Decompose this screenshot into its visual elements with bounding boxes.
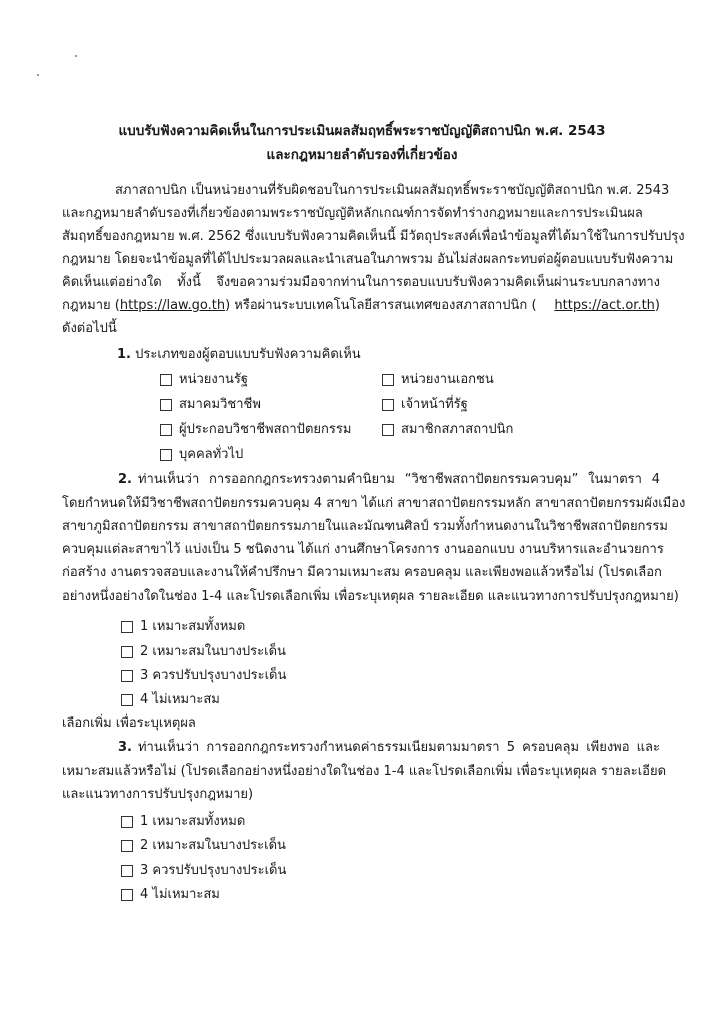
checkbox[interactable] — [160, 399, 172, 411]
intro-line: และกฎหมายลำดับรองที่เกี่ยวข้องตามพระราชบัญญัติหลักเกณฑ์การจัดทำร่างกฎหมายและการประเมินผล — [62, 206, 643, 221]
question-2-line1 — [118, 471, 660, 489]
option-label: บุคคลทั่วไป — [179, 447, 244, 462]
option-label: 3 ควรปรับปรุงบางประเด็น — [140, 863, 287, 878]
q2-more-reason: เลือกเพิ่ม เพื่อระบุเหตุผล — [62, 716, 196, 731]
question-number: 2. — [118, 472, 132, 487]
q3-option[interactable] — [121, 886, 220, 904]
checkbox[interactable] — [121, 816, 133, 828]
option-label: 4 ไม่เหมาะสม — [140, 692, 220, 707]
question-2-line: ก่อสร้าง งานตรวจสอบและงานให้คำปรึกษา มีความเหมาะสม ครอบคลุม และเพียงพอแล้วหรือไม่ (โปรดเลือก — [62, 565, 662, 580]
checkbox[interactable] — [121, 865, 133, 877]
option-label: หน่วยงานรัฐ — [179, 372, 249, 387]
option-label: สมาคมวิชาชีพ — [179, 397, 261, 412]
act-or-th-link[interactable]: https://act.or.th — [554, 298, 655, 313]
question-3-line: และแนวทางการปรับปรุงกฎหมาย) — [62, 787, 254, 802]
checkbox[interactable] — [160, 424, 172, 436]
checkbox[interactable] — [121, 840, 133, 852]
q2-option[interactable] — [121, 643, 286, 661]
question-2-line: โดยกำหนดให้มีวิชาชีพสถาปัตยกรรมควบคุม 4 สาขา ได้แก่ สาขาสถาปัตยกรรมหลัก สาขาสถาปัตยกรรมผังเมือง — [62, 496, 686, 511]
checkbox[interactable] — [382, 399, 394, 411]
question-text: ประเภทของผู้ตอบแบบรับฟังความคิดเห็น — [135, 347, 361, 362]
intro-line: กฎหมาย โดยจะนำข้อมูลที่ได้ไปประมวลผลและนำเสนอในภาพรวม อันไม่ส่งผลกระทบต่อผู้ตอบแบบรับฟังความ — [62, 252, 674, 267]
option-label: 1 เหมาะสมทั้งหมด — [140, 619, 246, 634]
question-2-line: สาขาภูมิสถาปัตยกรรม สาขาสถาปัตยกรรมภายในและมัณฑนศิลป์ รวมทั้งกำหนดงานในวิชาชีพสถาปัตยกรรม — [62, 519, 668, 534]
document-title-line1: แบบรับฟังความคิดเห็นในการประเมินผลสัมฤทธิ์พระราชบัญญัติสถาปนิก พ.ศ. 2543 — [118, 123, 606, 139]
q1-option[interactable] — [382, 421, 513, 439]
intro-line: สัมฤทธิ์ของกฎหมาย พ.ศ. 2562 ซึ่งแบบรับฟังความคิดเห็นนี้ มีวัตถุประสงค์เพื่อนำข้อมูลที่ได้มาใช้ในการปรับปรุง — [62, 229, 685, 244]
question-2-line: ควบคุมแต่ละสาขาไว้ แบ่งเป็น 5 ชนิดงาน ได้แก่ งานศึกษาโครงการ งานออกแบบ งานบริหารและอำนวยการ — [62, 542, 664, 557]
q1-option[interactable] — [382, 396, 468, 414]
question-number: 1. — [117, 347, 131, 362]
question-text: ท่านเห็นว่า การออกกฎกระทรวงตามคำนิยาม “วิชาชีพสถาปัตยกรรมควบคุม” ในมาตรา 4 — [137, 472, 660, 487]
option-label: 2 เหมาะสมในบางประเด็น — [140, 838, 286, 853]
question-text: ท่านเห็นว่า การออกกฎกระทรวงกำหนดค่าธรรมเนียมตามมาตรา 5 ครอบคลุม เพียงพอ และ — [137, 740, 660, 755]
q1-option[interactable] — [160, 421, 351, 439]
checkbox[interactable] — [121, 670, 133, 682]
option-label: สมาชิกสภาสถาปนิก — [401, 422, 514, 437]
intro-line: ดังต่อไปนี้ — [62, 321, 117, 336]
question-2-line: อย่างหนึ่งอย่างใดในช่อง 1-4 และโปรดเลือกเพิ่ม เพื่อระบุเหตุผล รายละเอียด และแนวทางการปรับปรุงกฎหมาย) — [62, 589, 679, 604]
option-label: ผู้ประกอบวิชาชีพสถาปัตยกรรม — [179, 422, 352, 437]
checkbox[interactable] — [121, 694, 133, 706]
checkbox[interactable] — [382, 374, 394, 386]
law-go-th-link[interactable]: https://law.go.th — [119, 298, 226, 313]
question-1-heading — [117, 346, 361, 364]
scan-speck — [75, 55, 77, 57]
option-label: 1 เหมาะสมทั้งหมด — [140, 814, 246, 829]
q3-option[interactable] — [121, 813, 245, 831]
option-label: หน่วยงานเอกชน — [401, 372, 494, 387]
intro-text: กฎหมาย (https://law.go.th) หรือผ่านระบบเทคโนโลยีสารสนเทศของสภาสถาปนิก ( — [62, 298, 537, 313]
checkbox[interactable] — [121, 621, 133, 633]
checkbox[interactable] — [121, 646, 133, 658]
option-label: เจ้าหน้าที่รัฐ — [401, 397, 468, 412]
option-label: 4 ไม่เหมาะสม — [140, 887, 220, 902]
checkbox[interactable] — [160, 449, 172, 461]
question-3-line1 — [118, 739, 660, 757]
q1-option[interactable] — [160, 371, 248, 389]
question-number: 3. — [118, 740, 132, 755]
intro-line-links — [62, 297, 660, 315]
intro-line: คิดเห็นแต่อย่างใด ทั้งนี้ จึงขอความร่วมมือจากท่านในการตอบแบบรับฟังความคิดเห็นผ่านระบบกลางทาง — [62, 275, 660, 290]
intro-line: สภาสถาปนิก เป็นหน่วยงานที่รับผิดชอบในการประเมินผลสัมฤทธิ์พระราชบัญญัติสถาปนิก พ.ศ. 2543 — [115, 183, 670, 198]
scan-speck — [37, 74, 39, 76]
q1-option[interactable] — [160, 446, 243, 464]
q3-option[interactable] — [121, 837, 286, 855]
checkbox[interactable] — [160, 374, 172, 386]
option-label: 3 ควรปรับปรุงบางประเด็น — [140, 668, 287, 683]
question-3-line: เหมาะสมแล้วหรือไม่ (โปรดเลือกอย่างหนึ่งอย่างใดในช่อง 1-4 และโปรดเลือกเพิ่ม เพื่อระบุเหตุผล รายละเอียด — [62, 764, 667, 779]
q3-option[interactable] — [121, 862, 286, 880]
option-label: 2 เหมาะสมในบางประเด็น — [140, 644, 286, 659]
q2-option[interactable] — [121, 618, 245, 636]
q1-option[interactable] — [382, 371, 494, 389]
intro-text: https://act.or.th) — [554, 298, 660, 313]
checkbox[interactable] — [382, 424, 394, 436]
document-title-line2: และกฎหมายลำดับรองที่เกี่ยวข้อง — [266, 147, 458, 163]
q2-option[interactable] — [121, 667, 286, 685]
checkbox[interactable] — [121, 889, 133, 901]
q1-option[interactable] — [160, 396, 261, 414]
q2-option[interactable] — [121, 691, 220, 709]
